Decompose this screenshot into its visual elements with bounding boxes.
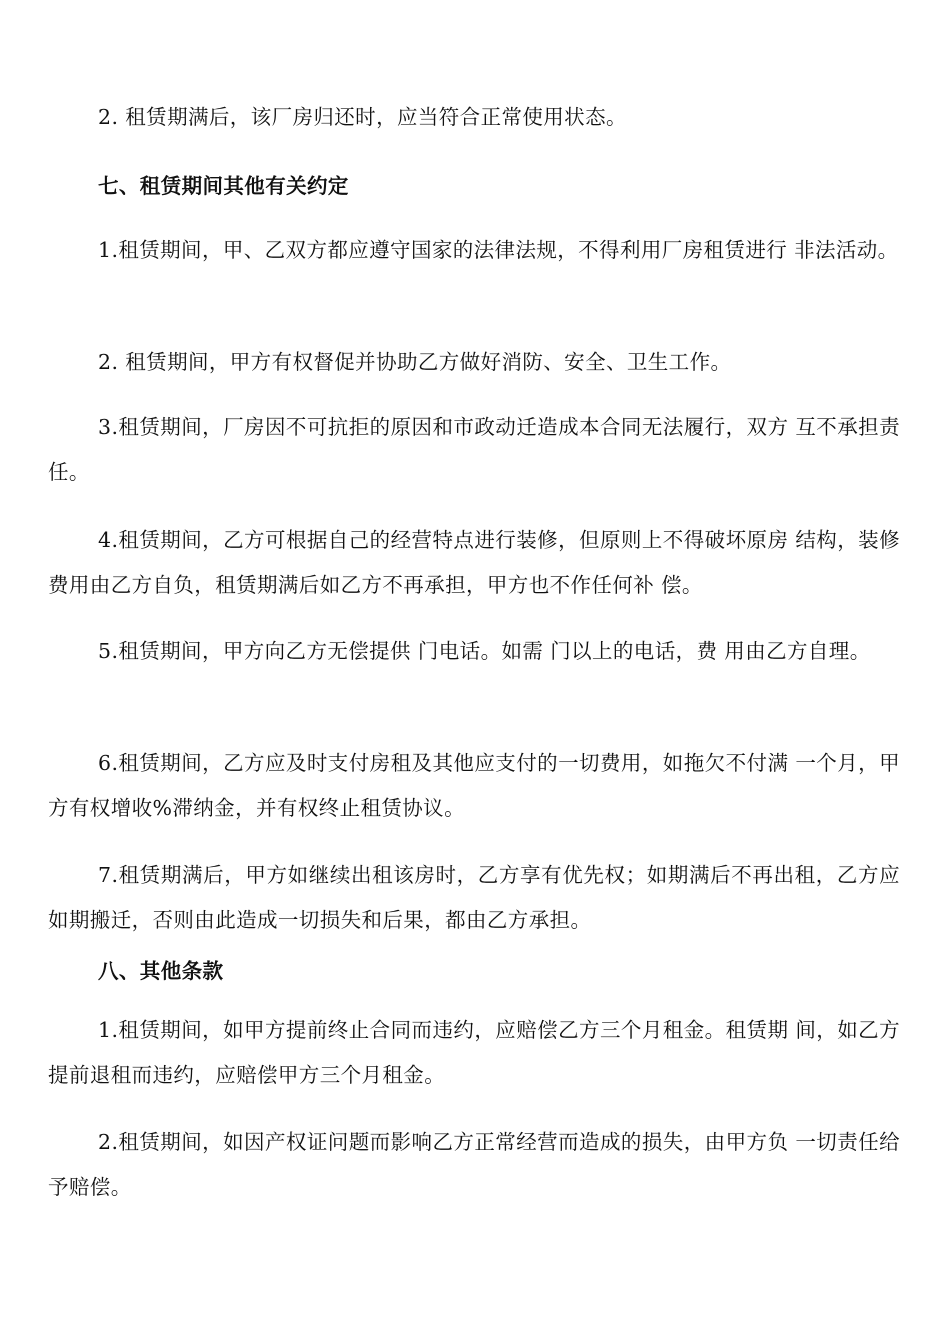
- section-heading-7: 七、租赁期间其他有关约定: [98, 174, 349, 198]
- clause-8-2: 2.租赁期间，如因产权证问题而影响乙方正常经营而造成的损失，由甲方负 一切责任给予赔偿。: [48, 1130, 900, 1199]
- clause-7-6: 6.租赁期间，乙方应及时支付房租及其他应支付的一切费用，如拖欠不付满 一个月，甲方有权增收%滞纳金，并有权终止租赁协议。: [48, 751, 900, 820]
- clause-7-2: 2. 租赁期间，甲方有权督促并协助乙方做好消防、安全、卫生工作。: [98, 350, 732, 374]
- clause-7-5: 5.租赁期间，甲方向乙方无偿提供 门电话。如需 门以上的电话，费 用由乙方自理。: [98, 639, 871, 663]
- clause-7-7: 7.租赁期满后，甲方如继续出租该房时，乙方享有优先权；如期满后不再出租，乙方应如期搬迁，否则由此造成一切损失和后果，都由乙方承担。: [48, 863, 900, 932]
- clause-7-1: 1.租赁期间，甲、乙双方都应遵守国家的法律法规，不得利用厂房租赁进行 非法活动。: [98, 238, 899, 262]
- clause-6-2: 2. 租赁期满后，该厂房归还时，应当符合正常使用状态。: [98, 105, 627, 129]
- clause-7-4: 4.租赁期间，乙方可根据自己的经营特点进行装修，但原则上不得破坏原房 结构，装修费用由乙方自负，租赁期满后如乙方不再承担，甲方也不作任何补 偿。: [48, 528, 900, 597]
- clause-8-1: 1.租赁期间，如甲方提前终止合同而违约，应赔偿乙方三个月租金。租赁期 间，如乙方提前退租而违约，应赔偿甲方三个月租金。: [48, 1018, 900, 1087]
- section-heading-8: 八、其他条款: [98, 959, 224, 983]
- clause-7-3: 3.租赁期间，厂房因不可抗拒的原因和市政动迁造成本合同无法履行，双方 互不承担责任。: [48, 415, 900, 484]
